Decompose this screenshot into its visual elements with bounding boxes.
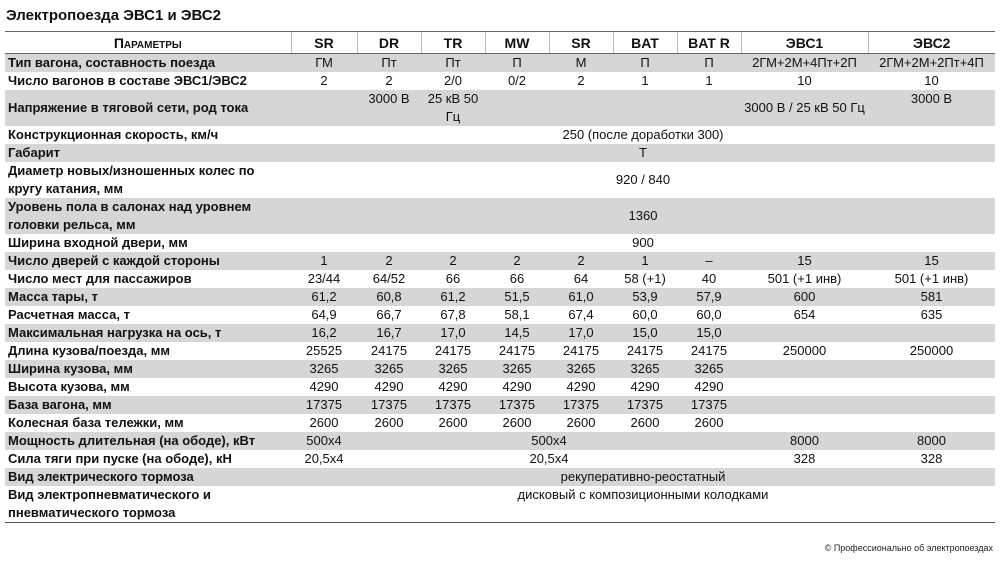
row-label: Ширина кузова, мм xyxy=(5,360,291,378)
cell: 61,2 xyxy=(421,288,485,306)
cell xyxy=(677,90,741,126)
row-tare xyxy=(5,288,995,306)
cell: 3265 xyxy=(677,360,741,378)
cell: 2600 xyxy=(630,415,660,430)
cell: 15,0 xyxy=(613,324,677,342)
row-pneumatic-brake xyxy=(5,486,995,523)
row-floor xyxy=(5,198,995,234)
cell xyxy=(868,324,995,342)
header-dr: DR xyxy=(357,32,421,54)
cell: рекуперативно-реостатный xyxy=(291,468,995,486)
cell: Пт xyxy=(421,54,485,73)
cell: 4290 xyxy=(566,379,596,394)
row-type xyxy=(5,54,995,73)
table-title: Электропоезда ЭВС1 и ЭВС2 xyxy=(6,7,221,24)
row-traction xyxy=(5,450,995,468)
cell: 17375 xyxy=(357,396,421,414)
cell: П xyxy=(613,54,677,73)
cell: Пт xyxy=(357,54,421,73)
cell: – xyxy=(677,252,741,270)
cell: 920 / 840 xyxy=(615,172,671,187)
cell: 24175 xyxy=(626,343,664,358)
row-seats xyxy=(5,270,995,288)
cell: 2 xyxy=(320,73,328,88)
cell: П xyxy=(485,54,549,73)
cell: 16,2 xyxy=(291,324,357,342)
cell: 15 xyxy=(741,252,868,270)
cell: 4290 xyxy=(438,379,468,394)
cell: 4290 xyxy=(630,379,660,394)
cell xyxy=(291,90,357,126)
header-sr: SR xyxy=(291,32,357,54)
header-tr: TR xyxy=(421,32,485,54)
cell: 2 xyxy=(357,252,421,270)
row-bogie xyxy=(5,414,995,432)
row-label: Масса тары, т xyxy=(5,288,291,306)
cell xyxy=(868,378,995,396)
cell: 10 xyxy=(797,73,812,88)
cell: 2600 xyxy=(309,415,339,430)
cell: 17375 xyxy=(485,396,549,414)
cell: 60,0 xyxy=(696,307,722,322)
cell xyxy=(741,378,868,396)
cell: 581 xyxy=(868,288,995,306)
cell: 66 xyxy=(509,271,525,286)
cell: 3265 xyxy=(421,360,485,378)
row-length xyxy=(5,342,995,360)
row-label: Ширина входной двери, мм xyxy=(8,235,188,250)
cell: 61,0 xyxy=(549,288,613,306)
cell: М xyxy=(549,54,613,73)
header-row xyxy=(5,32,995,54)
row-count xyxy=(5,72,995,90)
cell: 17375 xyxy=(421,396,485,414)
cell xyxy=(741,324,868,342)
row-label: Число вагонов в составе ЭВС1/ЭВС2 xyxy=(8,73,247,88)
row-gabarit xyxy=(5,144,995,162)
cell: 20,5х4 xyxy=(529,451,569,466)
cell: 1 xyxy=(641,73,649,88)
cell: 3000 В / 25 кВ 50 Гц xyxy=(741,90,868,126)
cell: 501 (+1 инв) xyxy=(767,271,842,286)
row-label: Диаметр новых/изношенных колес по кругу катания, мм xyxy=(8,163,255,196)
cell: 4290 xyxy=(374,379,404,394)
row-label: Напряжение в тяговой сети, род тока xyxy=(5,90,291,126)
row-label: База вагона, мм xyxy=(5,396,291,414)
cell: 67,4 xyxy=(568,307,594,322)
cell: 2600 xyxy=(566,415,596,430)
cell: 60,0 xyxy=(632,307,658,322)
row-door-width xyxy=(5,234,995,252)
cell: 1360 xyxy=(291,198,995,234)
cell: 2600 xyxy=(694,415,724,430)
cell: 51,5 xyxy=(485,288,549,306)
cell: 4290 xyxy=(694,379,724,394)
cell: 24175 xyxy=(498,343,536,358)
cell: 250 (после доработки 300) xyxy=(562,127,724,142)
header-bat: BAT xyxy=(613,32,677,54)
row-label: Число мест для пассажиров xyxy=(8,271,192,286)
cell: 40 xyxy=(701,271,717,286)
header-batr: BAT R xyxy=(677,32,741,54)
header-params: Параметры xyxy=(5,32,291,54)
cell: 23/44 xyxy=(307,271,341,286)
cell: 501 (+1 инв) xyxy=(894,271,969,286)
row-width xyxy=(5,360,995,378)
cell: 2600 xyxy=(374,415,404,430)
copyright-credit: © Профессионально об электропоездах xyxy=(824,543,993,553)
cell: 17375 xyxy=(677,396,741,414)
cell: 1 xyxy=(705,73,713,88)
cell: 20,5х4 xyxy=(304,451,344,466)
cell: 2600 xyxy=(438,415,468,430)
row-label: Габарит xyxy=(5,144,291,162)
row-label: Число дверей с каждой стороны xyxy=(5,252,291,270)
cell: 24175 xyxy=(562,343,600,358)
cell: 24175 xyxy=(370,343,408,358)
cell xyxy=(868,414,995,432)
cell: 1 xyxy=(613,252,677,270)
cell: 57,9 xyxy=(677,288,741,306)
row-label: Мощность длительная (на ободе), кВт xyxy=(5,432,291,450)
cell: 3265 xyxy=(549,360,613,378)
cell: 17,0 xyxy=(421,324,485,342)
row-label: Колесная база тележки, мм xyxy=(8,415,184,430)
row-axle xyxy=(5,324,995,342)
cell xyxy=(485,90,549,126)
cell: 4290 xyxy=(309,379,339,394)
cell: 17375 xyxy=(613,396,677,414)
row-label: Расчетная масса, т xyxy=(8,307,130,322)
row-wheel xyxy=(5,162,995,198)
cell xyxy=(868,360,995,378)
header-evs2: ЭВС2 xyxy=(868,32,995,54)
cell: 250000 xyxy=(782,343,827,358)
cell xyxy=(741,360,868,378)
row-electric-brake xyxy=(5,468,995,486)
row-label: Максимальная нагрузка на ось, т xyxy=(5,324,291,342)
cell: 4290 xyxy=(502,379,532,394)
cell: 328 xyxy=(793,451,816,466)
cell xyxy=(741,414,868,432)
row-voltage xyxy=(5,90,995,126)
cell: дисковый с композиционными колодками xyxy=(291,486,995,523)
cell: 66,7 xyxy=(376,307,402,322)
cell: 67,8 xyxy=(440,307,466,322)
cell: 654 xyxy=(793,307,816,322)
cell xyxy=(613,90,677,126)
cell: 2 xyxy=(485,252,549,270)
cell: 3000 В xyxy=(357,90,421,126)
cell xyxy=(868,396,995,414)
cell: 8000 xyxy=(741,432,868,450)
cell: 3265 xyxy=(485,360,549,378)
cell: 61,2 xyxy=(291,288,357,306)
cell: 24175 xyxy=(434,343,472,358)
cell: 2600 xyxy=(502,415,532,430)
cell xyxy=(741,396,868,414)
cell: 500х4 xyxy=(291,432,357,450)
cell: 66 xyxy=(445,271,461,286)
header-mw: MW xyxy=(485,32,549,54)
row-calc-mass xyxy=(5,306,995,324)
cell: 8000 xyxy=(868,432,995,450)
cell: 17375 xyxy=(549,396,613,414)
cell: 64/52 xyxy=(372,271,406,286)
row-label: Сила тяги при пуске (на ободе), кН xyxy=(8,451,232,466)
cell: 2/0 xyxy=(443,73,463,88)
cell: 2 xyxy=(385,73,393,88)
row-label: Вид электропневматического и пневматического тормоза xyxy=(5,486,291,523)
cell: 3265 xyxy=(291,360,357,378)
row-label: Длина кузова/поезда, мм xyxy=(8,343,170,358)
row-label: Высота кузова, мм xyxy=(8,379,130,394)
cell: 3265 xyxy=(357,360,421,378)
row-doors xyxy=(5,252,995,270)
cell: 17375 xyxy=(291,396,357,414)
cell: 10 xyxy=(924,73,939,88)
header-evs1: ЭВС1 xyxy=(741,32,868,54)
cell xyxy=(549,90,613,126)
row-label: Тип вагона, составность поезда xyxy=(5,54,291,73)
cell: 3265 xyxy=(613,360,677,378)
cell: ГМ xyxy=(291,54,357,73)
row-height xyxy=(5,378,995,396)
row-label: Конструкционная скорость, км/ч xyxy=(8,127,219,142)
header-sr2: SR xyxy=(549,32,613,54)
cell: 64,9 xyxy=(311,307,337,322)
cell: 15 xyxy=(868,252,995,270)
row-base xyxy=(5,396,995,414)
cell: 328 xyxy=(920,451,943,466)
cell: 2ГМ+2М+4Пт+2П xyxy=(741,54,868,73)
spec-table xyxy=(5,31,995,523)
cell: 2 xyxy=(421,252,485,270)
cell: 60,8 xyxy=(357,288,421,306)
cell: 2ГМ+2М+2Пт+4П xyxy=(868,54,995,73)
cell: Т xyxy=(291,144,995,162)
row-speed xyxy=(5,126,995,144)
cell: 500х4 xyxy=(357,432,741,450)
cell: 0/2 xyxy=(507,73,527,88)
cell: 635 xyxy=(920,307,943,322)
cell: 2 xyxy=(549,252,613,270)
cell: 16,7 xyxy=(357,324,421,342)
cell: 15,0 xyxy=(677,324,741,342)
cell: 24175 xyxy=(690,343,728,358)
cell: 17,0 xyxy=(549,324,613,342)
cell: 250000 xyxy=(909,343,954,358)
cell: П xyxy=(677,54,741,73)
row-label: Уровень пола в салонах над уровнем головки рельса, мм xyxy=(5,198,291,234)
cell: 64 xyxy=(573,271,589,286)
cell: 2 xyxy=(577,73,585,88)
cell: 3000 В xyxy=(868,90,995,126)
cell: 53,9 xyxy=(613,288,677,306)
cell: 58 (+1) xyxy=(624,271,666,286)
cell: 25 кВ 50 Гц xyxy=(421,90,485,126)
cell: 14,5 xyxy=(485,324,549,342)
row-label: Вид электрического тормоза xyxy=(5,468,291,486)
row-power xyxy=(5,432,995,450)
cell: 1 xyxy=(291,252,357,270)
cell: 58,1 xyxy=(504,307,530,322)
cell: 600 xyxy=(741,288,868,306)
cell: 25525 xyxy=(305,343,343,358)
cell: 900 xyxy=(632,235,654,250)
